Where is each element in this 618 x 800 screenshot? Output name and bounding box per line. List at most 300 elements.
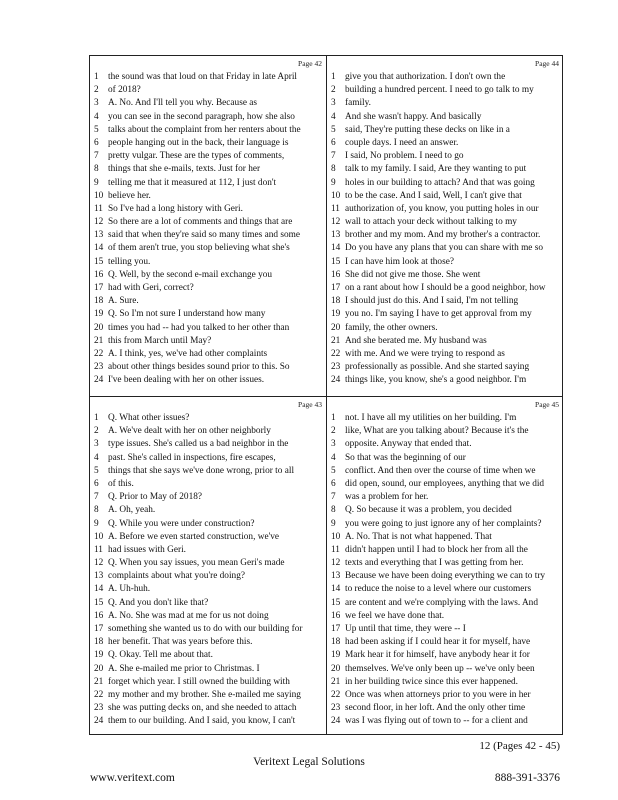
line-number: 10 <box>94 531 104 542</box>
line-text: not. I have all my utilities on her building. I'm <box>345 413 517 423</box>
transcript-line <box>327 663 563 676</box>
transcript-line <box>90 452 326 465</box>
line-number: 8 <box>94 505 99 516</box>
transcript-line <box>90 518 326 531</box>
line-text: telling me that it measured at 112, I just don't <box>108 177 277 188</box>
transcript-line <box>90 308 326 321</box>
line-text: times you had -- had you talked to her other than <box>108 322 290 333</box>
line-text: her benefit. That was years before this. <box>108 637 253 648</box>
line-text: past. She's called in inspections, fire escapes, <box>108 452 276 463</box>
transcript-line <box>327 348 563 361</box>
transcript-line <box>90 649 326 662</box>
line-text: A. No. She was mad at me for us not doing <box>108 610 269 621</box>
transcript-line <box>90 557 326 570</box>
line-number: 20 <box>94 663 104 674</box>
transcript-line <box>90 84 326 97</box>
line-number: 22 <box>94 689 104 700</box>
transcript-line <box>90 544 326 557</box>
line-number: 18 <box>331 296 341 307</box>
line-number: 14 <box>331 584 341 595</box>
line-number: 3 <box>94 439 99 450</box>
line-text: telling you. <box>108 256 151 267</box>
line-text: pretty vulgar. These are the types of comments, <box>108 151 285 162</box>
line-text: Q. While you were under construction? <box>108 518 255 529</box>
transcript-line <box>90 229 326 242</box>
transcript-line <box>327 111 563 124</box>
line-text: A. No. That is not what happened. That <box>345 531 492 542</box>
transcript-line <box>327 504 563 517</box>
line-number: 17 <box>94 283 104 293</box>
transcript-line <box>90 663 326 676</box>
line-text: people hanging out in the back, their language is <box>108 137 289 148</box>
transcript-line <box>327 137 563 150</box>
line-number: 24 <box>94 716 104 727</box>
transcript-line <box>90 531 326 544</box>
transcript-line <box>90 676 326 689</box>
line-number: 1 <box>331 72 336 82</box>
transcript-line <box>327 649 563 662</box>
line-text: texts and everything that I was getting from her. <box>345 558 524 569</box>
transcript-line <box>327 452 563 465</box>
line-text: something she wanted us to do with our building for <box>108 624 303 634</box>
line-number: 21 <box>331 335 341 346</box>
line-number: 10 <box>94 190 104 201</box>
line-number: 19 <box>331 309 341 320</box>
line-number: 4 <box>94 452 99 463</box>
line-number: 10 <box>331 531 341 542</box>
transcript-line <box>90 374 326 387</box>
line-text: family, the other owners. <box>345 322 438 333</box>
page-lines <box>90 412 326 729</box>
line-number: 1 <box>94 72 99 82</box>
transcript-page-42 <box>90 56 326 395</box>
line-number: 12 <box>94 558 104 569</box>
transcript-page-45 <box>327 397 563 736</box>
line-text: themselves. We've only been up -- we've only been <box>345 663 535 674</box>
line-number: 16 <box>94 269 104 280</box>
page-lines <box>90 71 326 388</box>
line-number: 19 <box>94 650 104 661</box>
line-text: things that she e-mails, texts. Just for her <box>108 164 261 175</box>
pages-summary: 12 (Pages 42 - 45) <box>479 740 560 752</box>
line-text: Q. And you don't like that? <box>108 597 209 608</box>
line-number: 6 <box>331 137 336 148</box>
line-number: 6 <box>94 478 99 489</box>
transcript-line <box>90 282 326 295</box>
transcript-line <box>327 269 563 282</box>
line-text: professionally as possible. And she started saying <box>345 362 530 373</box>
transcript-line <box>90 71 326 84</box>
line-number: 16 <box>331 269 341 280</box>
transcript-line <box>90 163 326 176</box>
line-number: 3 <box>94 98 99 109</box>
transcript-line <box>90 177 326 190</box>
line-text: Q. Prior to May of 2018? <box>108 492 202 503</box>
line-text: So I've had a long history with Geri. <box>108 203 243 214</box>
line-text: my mother and my brother. She e-mailed me saying <box>108 689 301 700</box>
line-text: was I was flying out of town to -- for a client and <box>345 716 528 727</box>
line-text: we feel we have done that. <box>345 610 445 621</box>
transcript-line <box>327 374 563 387</box>
line-number: 18 <box>331 637 341 648</box>
website-link[interactable]: www.veritext.com <box>90 772 175 784</box>
line-text: Q. What other issues? <box>108 413 190 423</box>
line-number: 2 <box>94 85 99 96</box>
transcript-line <box>90 256 326 269</box>
transcript-line <box>327 216 563 229</box>
transcript-line <box>327 203 563 216</box>
line-number: 12 <box>94 217 104 228</box>
transcript-line <box>90 361 326 374</box>
line-number: 7 <box>331 151 336 162</box>
line-text: couple days. I need an answer. <box>345 137 459 148</box>
line-text: holes in our building to attach? And that was going <box>345 177 535 188</box>
line-text: building a hundred percent. I need to go talk to my <box>345 85 534 96</box>
line-text: A. We've dealt with her on other neighborly <box>108 426 271 437</box>
line-text: you were going to just ignore any of her complaints? <box>345 518 542 529</box>
line-text: said that when they're said so many times and some <box>108 230 300 241</box>
transcript-line <box>327 124 563 137</box>
line-text: Do you have any plans that you can share with me so <box>345 243 544 254</box>
transcript-line <box>90 715 326 728</box>
line-number: 13 <box>331 230 341 241</box>
transcript-line <box>327 190 563 203</box>
page-number-label: Page 42 <box>298 59 322 68</box>
page-number-label: Page 45 <box>535 400 559 409</box>
line-text: wall to attach your deck without talking to my <box>345 217 517 228</box>
line-text: Mark hear it for himself, have anybody hear it for <box>345 650 530 661</box>
line-number: 8 <box>331 164 336 175</box>
page-number-label: Page 43 <box>298 400 322 409</box>
transcript-line <box>90 150 326 163</box>
line-text: A. I think, yes, we've had other complaints <box>108 348 268 359</box>
line-number: 1 <box>331 413 336 423</box>
line-text: brother and my mom. And my brother's a contractor. <box>345 230 541 241</box>
line-text: A. Sure. <box>108 296 139 307</box>
line-number: 17 <box>331 624 341 634</box>
line-text: second floor, in her loft. And the only other time <box>345 703 526 714</box>
line-text: you no. I'm saying I have to get approval from my <box>345 309 532 320</box>
line-number: 23 <box>94 362 104 373</box>
transcript-line <box>90 702 326 715</box>
transcript-line <box>327 97 563 110</box>
line-text: So there are a lot of comments and things that are <box>108 217 293 228</box>
line-text: things like, you know, she's a good neighbor. I'm <box>345 375 527 386</box>
line-number: 10 <box>331 190 341 201</box>
transcript-line <box>90 438 326 451</box>
line-number: 22 <box>331 348 341 359</box>
transcript-line <box>327 676 563 689</box>
line-text: Q. Well, by the second e-mail exchange you <box>108 269 273 280</box>
transcript-line <box>327 597 563 610</box>
line-number: 15 <box>331 597 341 608</box>
line-text: I can have him look at those? <box>345 256 454 267</box>
transcript-line <box>327 361 563 374</box>
line-text: of them aren't true, you stop believing what she's <box>108 243 290 254</box>
line-text: with me. And we were trying to respond as <box>345 348 505 359</box>
line-text: she was putting decks on, and she needed to attach <box>108 703 297 714</box>
transcript-line <box>90 465 326 478</box>
line-number: 24 <box>94 375 104 386</box>
line-number: 5 <box>94 124 99 135</box>
transcript-line <box>327 570 563 583</box>
transcript-line <box>327 465 563 478</box>
line-number: 13 <box>94 230 104 241</box>
transcript-line <box>327 308 563 321</box>
transcript-line <box>327 282 563 295</box>
line-text: of 2018? <box>108 85 141 96</box>
line-number: 6 <box>94 137 99 148</box>
line-text: on a rant about how I should be a good neighbor, how <box>345 283 546 293</box>
line-number: 11 <box>331 544 340 555</box>
line-text: authorization of, you know, you putting holes in our <box>345 203 539 214</box>
transcript-line <box>90 190 326 203</box>
line-text: to reduce the noise to a level where our customers <box>345 584 532 595</box>
transcript-page-44 <box>327 56 563 395</box>
line-text: I should just do this. And I said, I'm not telling <box>345 296 519 307</box>
line-number: 21 <box>331 676 341 687</box>
line-number: 7 <box>94 492 99 503</box>
line-number: 12 <box>331 558 341 569</box>
line-number: 23 <box>331 362 341 373</box>
line-number: 15 <box>94 597 104 608</box>
page-number-label: Page 44 <box>535 59 559 68</box>
transcript-line <box>327 518 563 531</box>
line-number: 4 <box>331 452 336 463</box>
transcript-line <box>327 229 563 242</box>
page-lines <box>327 71 563 388</box>
transcript-line <box>90 348 326 361</box>
transcript-line <box>90 322 326 335</box>
line-text: was a problem for her. <box>345 492 429 503</box>
transcript-line <box>327 636 563 649</box>
transcript-page-43 <box>90 397 326 736</box>
transcript-line <box>90 242 326 255</box>
line-text: Q. Okay. Tell me about that. <box>108 650 213 661</box>
line-number: 7 <box>94 151 99 162</box>
transcript-line <box>327 702 563 715</box>
line-text: And she wasn't happy. And basically <box>345 111 482 122</box>
line-number: 9 <box>331 518 336 529</box>
line-number: 9 <box>94 518 99 529</box>
transcript-line <box>90 491 326 504</box>
line-text: give you that authorization. I don't own the <box>345 72 506 82</box>
transcript-line <box>90 583 326 596</box>
line-number: 2 <box>331 426 336 437</box>
line-text: family. <box>345 98 371 109</box>
line-number: 11 <box>94 544 103 555</box>
line-number: 20 <box>94 322 104 333</box>
line-text: opposite. Anyway that ended that. <box>345 439 472 450</box>
line-number: 6 <box>331 478 336 489</box>
line-text: them to our building. And I said, you know, I can't <box>108 716 296 727</box>
phone-number: 888-391-3376 <box>494 772 560 784</box>
transcript-line <box>90 504 326 517</box>
transcript-line <box>327 84 563 97</box>
line-text: are content and we're complying with the laws. And <box>345 597 538 608</box>
transcript-line <box>327 715 563 728</box>
line-text: did open, sound, our employees, anything that we did <box>345 478 545 489</box>
line-number: 9 <box>331 177 336 188</box>
transcript-line <box>90 623 326 636</box>
line-number: 16 <box>331 610 341 621</box>
transcript-line <box>90 636 326 649</box>
line-number: 22 <box>94 348 104 359</box>
line-text: Q. So because it was a problem, you decided <box>345 505 512 516</box>
transcript-line <box>327 322 563 335</box>
transcript-line <box>327 610 563 623</box>
transcript-line <box>327 478 563 491</box>
transcript-line <box>90 425 326 438</box>
transcript-line <box>90 216 326 229</box>
line-number: 20 <box>331 322 341 333</box>
line-text: conflict. And then over the course of time when we <box>345 465 536 476</box>
line-text: Q. When you say issues, you mean Geri's made <box>108 558 285 569</box>
line-text: And she berated me. My husband was <box>345 335 487 346</box>
transcript-line <box>90 570 326 583</box>
line-text: A. No. And I'll tell you why. Because as <box>108 98 258 109</box>
line-number: 21 <box>94 676 104 687</box>
line-number: 14 <box>331 243 341 254</box>
line-text: talks about the complaint from her renters about the <box>108 124 301 135</box>
line-text: I've been dealing with her on other issues. <box>108 375 265 386</box>
transcript-line <box>327 544 563 557</box>
line-number: 22 <box>331 689 341 700</box>
line-number: 11 <box>94 203 103 214</box>
line-number: 8 <box>94 164 99 175</box>
line-text: A. Oh, yeah. <box>108 505 156 516</box>
transcript-line <box>90 97 326 110</box>
line-text: said, They're putting these decks on like in a <box>345 124 510 135</box>
transcript-line <box>327 256 563 269</box>
line-number: 14 <box>94 243 104 254</box>
transcript-line <box>327 71 563 84</box>
line-number: 5 <box>94 465 99 476</box>
line-number: 3 <box>331 98 336 109</box>
transcript-grid <box>89 55 563 735</box>
line-number: 5 <box>331 124 336 135</box>
line-number: 16 <box>94 610 104 621</box>
transcript-line <box>327 491 563 504</box>
line-text: talk to my family. I said, Are they wanting to put <box>345 164 527 175</box>
transcript-line <box>327 623 563 636</box>
line-text: like, What are you talking about? Because it's the <box>345 426 529 437</box>
line-number: 2 <box>94 426 99 437</box>
line-number: 3 <box>331 439 336 450</box>
line-text: So that was the beginning of our <box>345 452 466 463</box>
page-lines <box>327 412 563 729</box>
line-text: I said, No problem. I need to go <box>345 151 464 162</box>
line-text: in her building twice since this ever happened. <box>345 676 518 687</box>
line-number: 19 <box>331 650 341 661</box>
line-number: 13 <box>94 571 104 582</box>
transcript-line <box>327 531 563 544</box>
line-number: 11 <box>331 203 340 214</box>
transcript-line <box>327 163 563 176</box>
transcript-line <box>90 203 326 216</box>
line-text: Once was when attorneys prior to you were in her <box>345 689 531 700</box>
transcript-line <box>90 610 326 623</box>
line-text: A. Uh-huh. <box>108 584 151 595</box>
line-number: 17 <box>94 624 104 634</box>
line-text: you can see in the second paragraph, how she also <box>108 111 295 122</box>
line-number: 7 <box>331 492 336 503</box>
transcript-line <box>327 583 563 596</box>
line-text: of this. <box>108 478 134 489</box>
line-text: had with Geri, correct? <box>108 283 194 293</box>
line-text: about other things besides sound prior to this. So <box>108 362 290 373</box>
transcript-line <box>327 295 563 308</box>
line-text: She did not give me those. She went <box>345 269 481 280</box>
line-number: 18 <box>94 637 104 648</box>
line-text: forget which year. I still owned the building with <box>108 676 290 687</box>
transcript-line <box>327 177 563 190</box>
line-number: 12 <box>331 217 341 228</box>
line-number: 24 <box>331 375 341 386</box>
line-number: 13 <box>331 571 341 582</box>
line-number: 8 <box>331 505 336 516</box>
transcript-line <box>327 689 563 702</box>
transcript-line <box>327 557 563 570</box>
line-number: 2 <box>331 85 336 96</box>
transcript-line <box>327 150 563 163</box>
transcript-line <box>90 689 326 702</box>
line-text: A. She e-mailed me prior to Christmas. I <box>108 663 260 674</box>
transcript-line <box>90 124 326 137</box>
line-text: complaints about what you're doing? <box>108 571 245 582</box>
line-text: had issues with Geri. <box>108 544 186 555</box>
transcript-line <box>90 478 326 491</box>
line-number: 23 <box>94 703 104 714</box>
line-text: had been asking if I could hear it for myself, have <box>345 637 531 648</box>
line-number: 15 <box>94 256 104 267</box>
transcript-line <box>90 137 326 150</box>
line-number: 15 <box>331 256 341 267</box>
transcript-line <box>327 438 563 451</box>
company-name: Veritext Legal Solutions <box>253 756 365 768</box>
line-text: believe her. <box>108 190 151 201</box>
transcript-line <box>327 412 563 425</box>
transcript-line <box>327 335 563 348</box>
line-number: 21 <box>94 335 104 346</box>
transcript-line <box>90 412 326 425</box>
line-text: the sound was that loud on that Friday in late April <box>108 72 298 82</box>
line-number: 9 <box>94 177 99 188</box>
line-number: 5 <box>331 465 336 476</box>
line-text: Because we have been doing everything we can to try <box>345 571 546 582</box>
line-text: A. Before we even started construction, we've <box>108 531 280 542</box>
line-text: this from March until May? <box>108 335 212 346</box>
transcript-line <box>90 111 326 124</box>
transcript-line <box>327 425 563 438</box>
transcript-line <box>90 597 326 610</box>
line-text: things that she says we've done wrong, prior to all <box>108 465 295 476</box>
transcript-line <box>90 295 326 308</box>
line-number: 19 <box>94 309 104 320</box>
line-number: 17 <box>331 283 341 293</box>
line-number: 4 <box>94 111 99 122</box>
line-text: type issues. She's called us a bad neighbor in the <box>108 439 289 450</box>
line-text: didn't happen until I had to block her from all the <box>345 544 528 555</box>
line-number: 20 <box>331 663 341 674</box>
line-text: to be the case. And I said, Well, I can't give that <box>345 190 522 201</box>
line-number: 18 <box>94 296 104 307</box>
transcript-line <box>90 335 326 348</box>
transcript-line <box>90 269 326 282</box>
line-text: Up until that time, they were -- I <box>345 624 466 634</box>
line-number: 1 <box>94 413 99 423</box>
line-number: 24 <box>331 716 341 727</box>
